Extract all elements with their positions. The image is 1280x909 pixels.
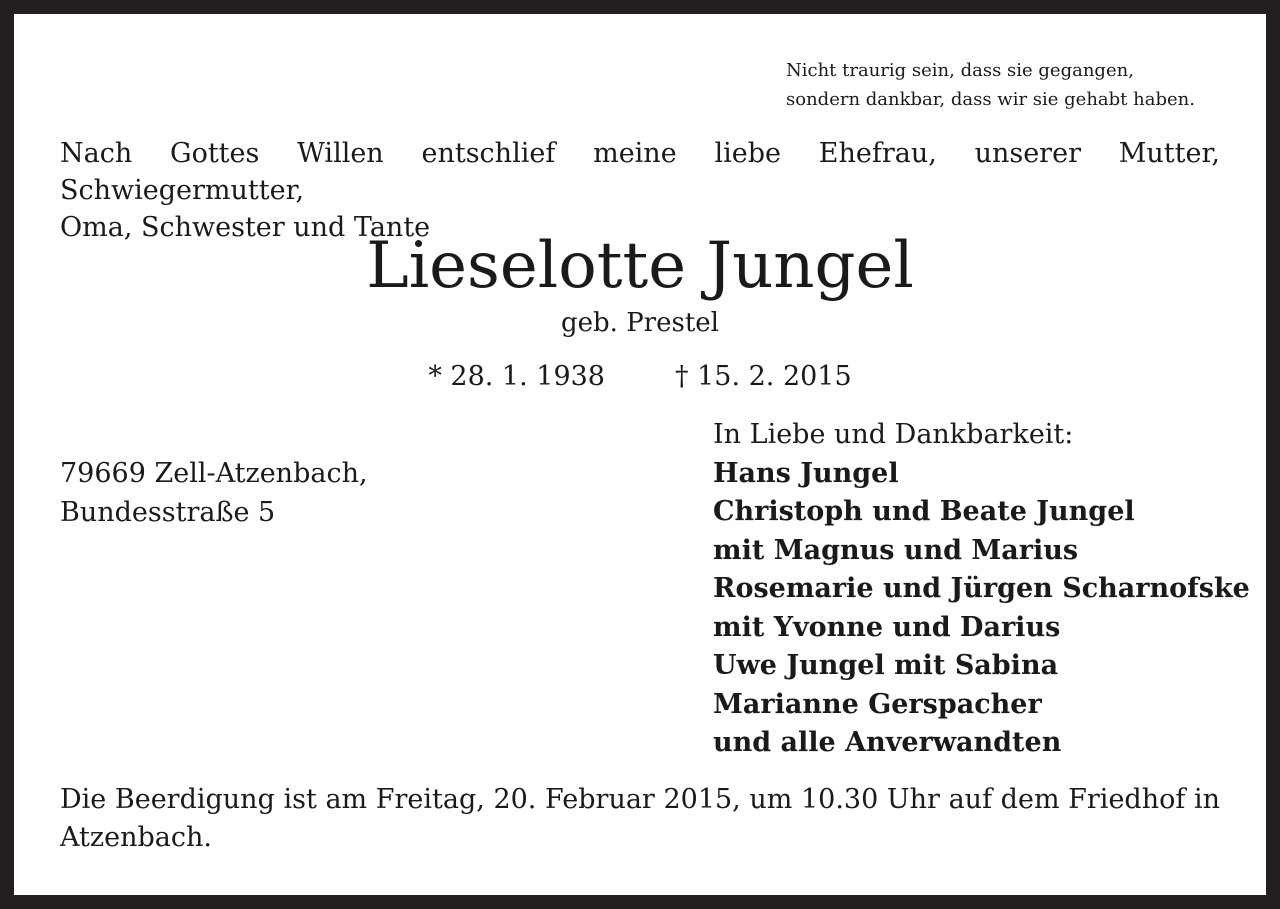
intro-line: Nach Gottes Willen entschlief meine liebe Ehefrau, unserer Mutter, Schwiegermutter, — [60, 138, 1220, 206]
mourners-block — [713, 416, 1250, 763]
obituary-notice — [14, 14, 1266, 895]
maiden-name: geb. Prestel — [560, 308, 719, 338]
mourner-name: mit Magnus und Marius — [713, 534, 1079, 566]
mourners-lead: In Liebe und Dankbarkeit: — [713, 419, 1074, 450]
mourner-name: Hans Jungel — [713, 457, 899, 489]
motto-line: sondern dankbar, dass wir sie gehabt haben. — [786, 89, 1195, 110]
motto-line: Nicht traurig sein, dass sie gegangen, — [786, 60, 1134, 81]
mourner-name: Christoph und Beate Jungel — [713, 496, 1135, 527]
funeral-info — [60, 781, 1220, 857]
address-line: Bundesstraße 5 — [60, 497, 276, 528]
funeral-line: Die Beerdigung ist am Freitag, 20. Februar 2015, um 10.30 Uhr auf dem Friedhof in — [60, 784, 1220, 815]
birth-date: * 28. 1. 1938 — [428, 361, 605, 392]
funeral-line: Atzenbach. — [60, 822, 212, 853]
deceased-name: Lieselotte Jungel — [366, 229, 914, 303]
motto-quote — [786, 56, 1195, 114]
mourner-name: Uwe Jungel mit Sabina — [713, 650, 1059, 681]
death-date: † 15. 2. 2015 — [675, 361, 852, 392]
mourner-name: und alle Anverwandten — [713, 727, 1062, 758]
mourner-name: Rosemarie und Jürgen Scharnofske — [713, 573, 1250, 604]
life-dates — [14, 359, 1266, 395]
address-block — [60, 454, 368, 532]
mourner-name: mit Yvonne und Darius — [713, 611, 1061, 643]
mourner-name: Marianne Gerspacher — [713, 688, 1042, 720]
address-line: 79669 Zell-Atzenbach, — [60, 458, 368, 489]
intro-line: Oma, Schwester und Tante — [60, 212, 431, 243]
